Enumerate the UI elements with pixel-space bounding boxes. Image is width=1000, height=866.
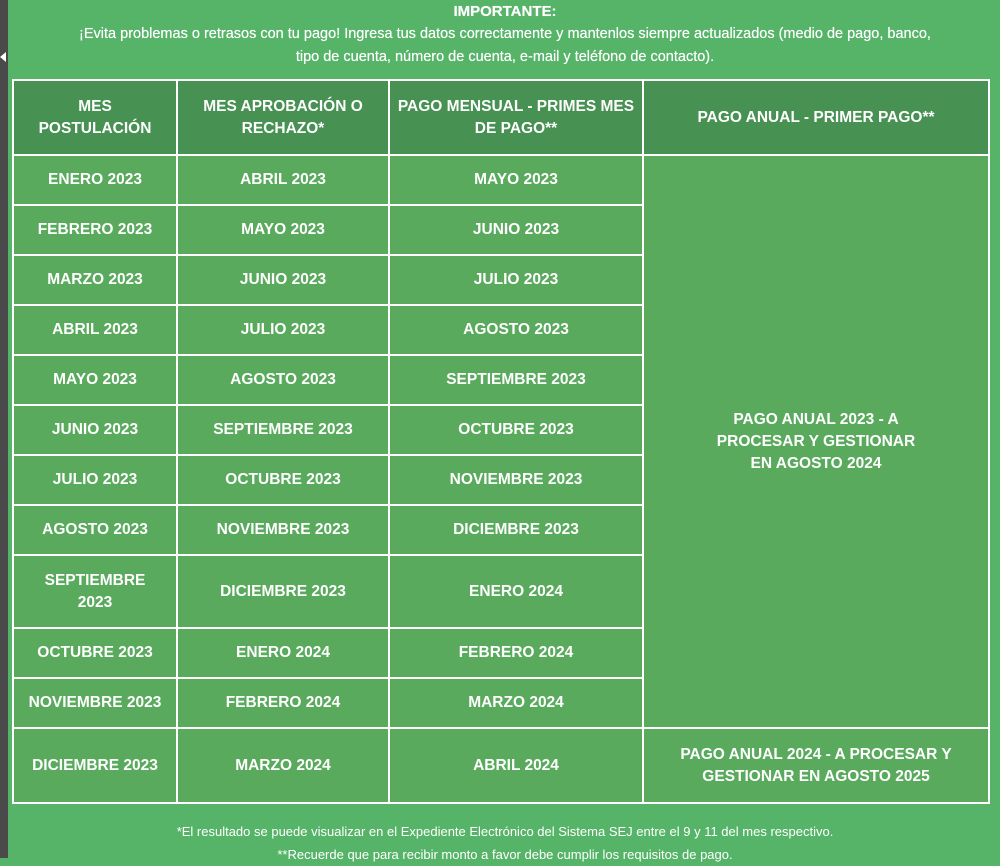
table-row (13, 728, 989, 803)
cell-postulacion: NOVIEMBRE 2023 (13, 678, 177, 728)
cell-postulacion: SEPTIEMBRE 2023 (13, 555, 177, 628)
notice-title: IMPORTANTE: (453, 3, 557, 20)
cell-postulacion: OCTUBRE 2023 (13, 628, 177, 678)
cell-pago-mensual: FEBRERO 2024 (389, 628, 643, 678)
collapse-arrow-icon[interactable] (0, 52, 6, 62)
important-notice (10, 0, 1000, 69)
header-pago-anual: PAGO ANUAL - PRIMER PAGO** (643, 80, 989, 155)
cell-aprobacion: DICIEMBRE 2023 (177, 555, 389, 628)
cell-pago-mensual: MAYO 2023 (389, 155, 643, 205)
notice-line-1: ¡Evita problemas o retrasos con tu pago! Ingresa tus datos correctamente y mantenlos siempre actualizados (medio de pago, banco, (79, 26, 931, 42)
cell-postulacion: FEBRERO 2023 (13, 205, 177, 255)
cell-postulacion: JULIO 2023 (13, 455, 177, 505)
footnote-2: **Recuerde que para recibir monto a favor debe cumplir los requisitos de pago. (277, 847, 733, 862)
cell-pago-mensual: JULIO 2023 (389, 255, 643, 305)
cell-pago-mensual: JUNIO 2023 (389, 205, 643, 255)
notice-line-2: tipo de cuenta, número de cuenta, e-mail y teléfono de contacto). (295, 49, 715, 65)
footnote-1: *El resultado se puede visualizar en el Expediente Electrónico del Sistema SEJ entre el 9 y 11 del mes respectivo. (176, 824, 834, 839)
cell-postulacion: DICIEMBRE 2023 (13, 728, 177, 803)
cell-pago-mensual: NOVIEMBRE 2023 (389, 455, 643, 505)
cell-pago-mensual: ENERO 2024 (389, 555, 643, 628)
table-header-row (13, 80, 989, 155)
cell-aprobacion: FEBRERO 2024 (177, 678, 389, 728)
cell-pago-mensual: ABRIL 2024 (389, 728, 643, 803)
cell-pago-mensual: SEPTIEMBRE 2023 (389, 355, 643, 405)
cell-pago-mensual: OCTUBRE 2023 (389, 405, 643, 455)
cell-aprobacion: JUNIO 2023 (177, 255, 389, 305)
footnotes (10, 820, 1000, 866)
cell-aprobacion: NOVIEMBRE 2023 (177, 505, 389, 555)
left-scroll-strip (0, 0, 8, 858)
cell-aprobacion: MARZO 2024 (177, 728, 389, 803)
cell-postulacion: JUNIO 2023 (13, 405, 177, 455)
cell-postulacion: ENERO 2023 (13, 155, 177, 205)
cell-pago-mensual: AGOSTO 2023 (389, 305, 643, 355)
cell-aprobacion: OCTUBRE 2023 (177, 455, 389, 505)
cell-aprobacion: MAYO 2023 (177, 205, 389, 255)
cell-pago-mensual: DICIEMBRE 2023 (389, 505, 643, 555)
header-mes-postulacion: MES POSTULACIÓN (13, 80, 177, 155)
header-mes-aprobacion: MES APROBACIÓN O RECHAZO* (177, 80, 389, 155)
cell-pago-anual-2023: PAGO ANUAL 2023 - A PROCESAR Y GESTIONAR EN AGOSTO 2024 (643, 155, 989, 728)
cell-postulacion: MAYO 2023 (13, 355, 177, 405)
cell-aprobacion: ABRIL 2023 (177, 155, 389, 205)
cell-aprobacion: ENERO 2024 (177, 628, 389, 678)
cell-aprobacion: JULIO 2023 (177, 305, 389, 355)
cell-pago-anual-2024: PAGO ANUAL 2024 - A PROCESAR Y GESTIONAR EN AGOSTO 2025 (643, 728, 989, 803)
table-row (13, 155, 989, 205)
cell-pago-mensual: MARZO 2024 (389, 678, 643, 728)
cell-postulacion: ABRIL 2023 (13, 305, 177, 355)
header-pago-mensual: PAGO MENSUAL - PRIMES MES DE PAGO** (389, 80, 643, 155)
cell-aprobacion: AGOSTO 2023 (177, 355, 389, 405)
cell-postulacion: MARZO 2023 (13, 255, 177, 305)
cell-aprobacion: SEPTIEMBRE 2023 (177, 405, 389, 455)
cell-postulacion: AGOSTO 2023 (13, 505, 177, 555)
payment-schedule-table (12, 79, 990, 804)
